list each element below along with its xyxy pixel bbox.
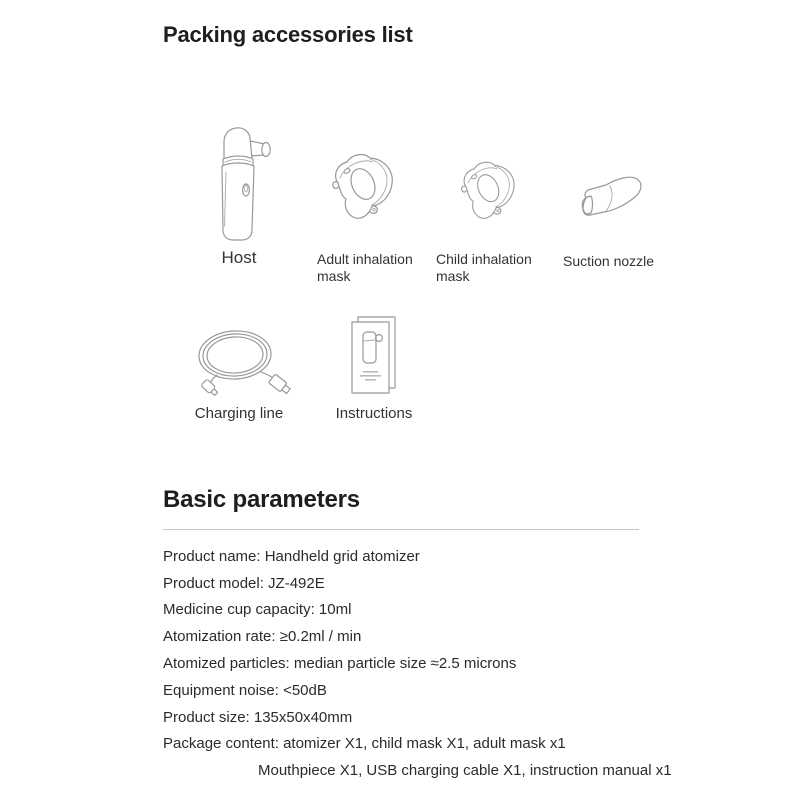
suction-nozzle-illustration-icon — [576, 170, 648, 222]
spec-product-model: Product model: JZ-492E — [163, 574, 325, 592]
spec-atomized-particles: Atomized particles: median particle size ≈2.5 microns — [163, 655, 517, 673]
host-illustration-icon — [203, 126, 275, 246]
spec-package-content-line2: Mouthpiece X1, USB charging cable X1, instruction manual x1 — [258, 762, 672, 780]
spec-equipment-noise: Equipment noise: <50dB — [163, 681, 327, 699]
specs-section-title: Basic parameters — [163, 486, 360, 513]
spec-cup-capacity: Medicine cup capacity: 10ml — [163, 601, 352, 619]
spec-package-content-line1: Package content: atomizer X1, child mask X1, adult mask x1 — [163, 735, 566, 753]
child-mask-illustration-icon — [453, 158, 527, 236]
suction-nozzle-label: Suction nozzle — [563, 253, 655, 269]
packing-section-title: Packing accessories list — [163, 22, 413, 47]
charging-cable-illustration-icon — [185, 323, 293, 401]
spec-product-size: Product size: 135x50x40mm — [163, 708, 353, 726]
spec-list — [163, 543, 723, 784]
instructions-label: Instructions — [335, 405, 413, 422]
adult-mask-illustration-icon — [323, 150, 407, 238]
charging-cable-label: Charging line — [194, 405, 284, 422]
child-mask-label: Child inhalation mask — [436, 251, 532, 284]
spec-product-name: Product name: Handheld grid atomizer — [163, 547, 420, 565]
spec-atomization-rate: Atomization rate: ≥0.2ml / min — [163, 628, 362, 646]
section-divider — [163, 529, 639, 530]
adult-mask-label: Adult inhalation mask — [317, 251, 413, 284]
host-label: Host — [221, 248, 257, 267]
instructions-illustration-icon — [349, 315, 399, 397]
